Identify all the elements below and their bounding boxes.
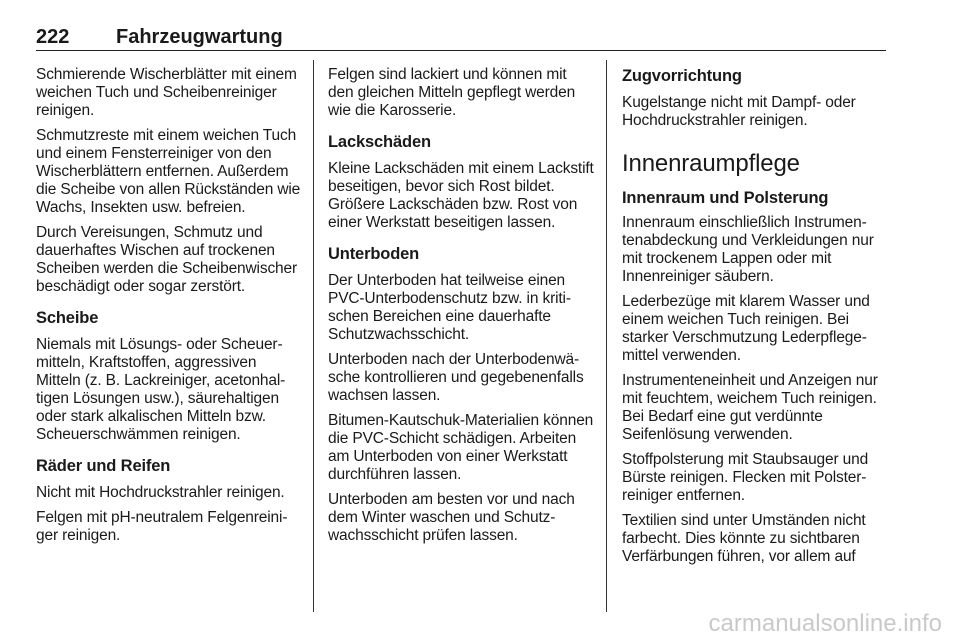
paragraph-rims-painted: Felgen sind lackiert und können mit den gleichen Mitteln gepflegt werden wie die Karosserie.	[328, 66, 576, 119]
paragraph-lackschaeden: Kleine Lackschäden mit einem Lackstift beseitigen, bevor sich Rost bildet. Größere Lackschäden bzw. Rost von einer Werkstatt beseitigen lassen.	[328, 160, 594, 231]
paragraph-bitumen: Bitumen-Kautschuk-Materialien können die PVC-Schicht schädigen. Arbeiten am Unterboden von einer Werkstatt durchführen lassen.	[328, 412, 594, 483]
paragraph-interior-cleaning: Innenraum einschließlich Instrumentenabdeckung und Verkleidungen nur mit trockenem Lappen oder mit Innenreiniger säubern.	[622, 214, 874, 285]
heading-scheibe: Scheibe	[36, 309, 99, 327]
paragraph-unterboden-pvc: Der Unterboden hat teilweise einen PVC-Unterbodenschutz bzw. in kritischen Bereichen eine dauerhafte Schutzwachsschicht.	[328, 272, 572, 343]
watermark: carmanualsonline.info	[708, 610, 942, 637]
heading-raeder-reifen: Räder und Reifen	[36, 457, 171, 475]
heading-unterboden: Unterboden	[328, 245, 420, 263]
page-header	[36, 26, 886, 51]
column-divider-1	[313, 60, 314, 612]
paragraph-leather: Lederbezüge mit klarem Wasser und einem weichen Tuch reinigen. Bei starker Verschmutzung Lederpflegemittel verwenden.	[622, 293, 870, 364]
paragraph-winter-wash: Unterboden am besten vor und nach dem Winter waschen und Schutzwachsschicht prüfen lassen.	[328, 491, 575, 544]
paragraph-unterboden-check: Unterboden nach der Unterbodenwäsche kontrollieren und gegebenenfalls wachsen lassen.	[328, 351, 584, 404]
paragraph-wiper-dirt: Schmutzreste mit einem weichen Tuch und einem Fensterreiniger von den Wischerblättern entfernen. Außerdem die Scheibe von allen Rückständen wie Wachs, Insekten usw. befreien.	[36, 127, 301, 216]
paragraph-wiper-blades: Schmierende Wischerblätter mit einem weichen Tuch und Scheibenreiniger reinigen.	[36, 66, 297, 119]
section-title: Fahrzeugwartung	[116, 26, 283, 48]
paragraph-no-pressure-washer: Nicht mit Hochdruckstrahler reinigen.	[36, 484, 285, 501]
paragraph-rim-cleaner: Felgen mit pH-neutralem Felgenreiniger reinigen.	[36, 509, 288, 544]
heading-lackschaeden: Lackschäden	[328, 133, 431, 151]
heading-innenraum-polsterung: Innenraum und Polsterung	[622, 189, 829, 207]
heading-zugvorrichtung: Zugvorrichtung	[622, 67, 742, 85]
column-2	[328, 66, 596, 552]
heading-innenraumpflege: Innenraumpflege	[622, 150, 800, 177]
paragraph-scheibe: Niemals mit Lösungs- oder Scheuermitteln, Kraftstoffen, aggressiven Mitteln (z. B. Lackreiniger, acetonhaltigen Lösungen usw.), säurehaltigen oder stark alkalischen Mitteln bzw. Scheuerschwämmen reinigen.	[36, 336, 286, 443]
paragraph-instruments: Instrumenteneinheit und Anzeigen nur mit feuchtem, weichem Tuch reinigen. Bei Bedarf eine gut verdünnte Seifenlösung verwenden.	[622, 372, 878, 443]
column-1	[36, 66, 304, 552]
paragraph-zugvorrichtung: Kugelstange nicht mit Dampf- oder Hochdruckstrahler reinigen.	[622, 94, 856, 129]
paragraph-fabric: Stoffpolsterung mit Staubsauger und Bürste reinigen. Flecken mit Polsterreiniger entfernen.	[622, 451, 869, 504]
page-number: 222	[36, 26, 70, 48]
paragraph-textiles: Textilien sind unter Umständen nicht farbecht. Dies könnte zu sichtbaren Verfärbungen führen, vor allem auf	[622, 512, 866, 565]
column-3	[622, 66, 890, 573]
paragraph-wiper-damage: Durch Vereisungen, Schmutz und dauerhaftes Wischen auf trockenen Scheiben werden die Scheibenwischer beschädigt oder sogar zerstört.	[36, 224, 297, 295]
column-divider-2	[606, 60, 607, 612]
